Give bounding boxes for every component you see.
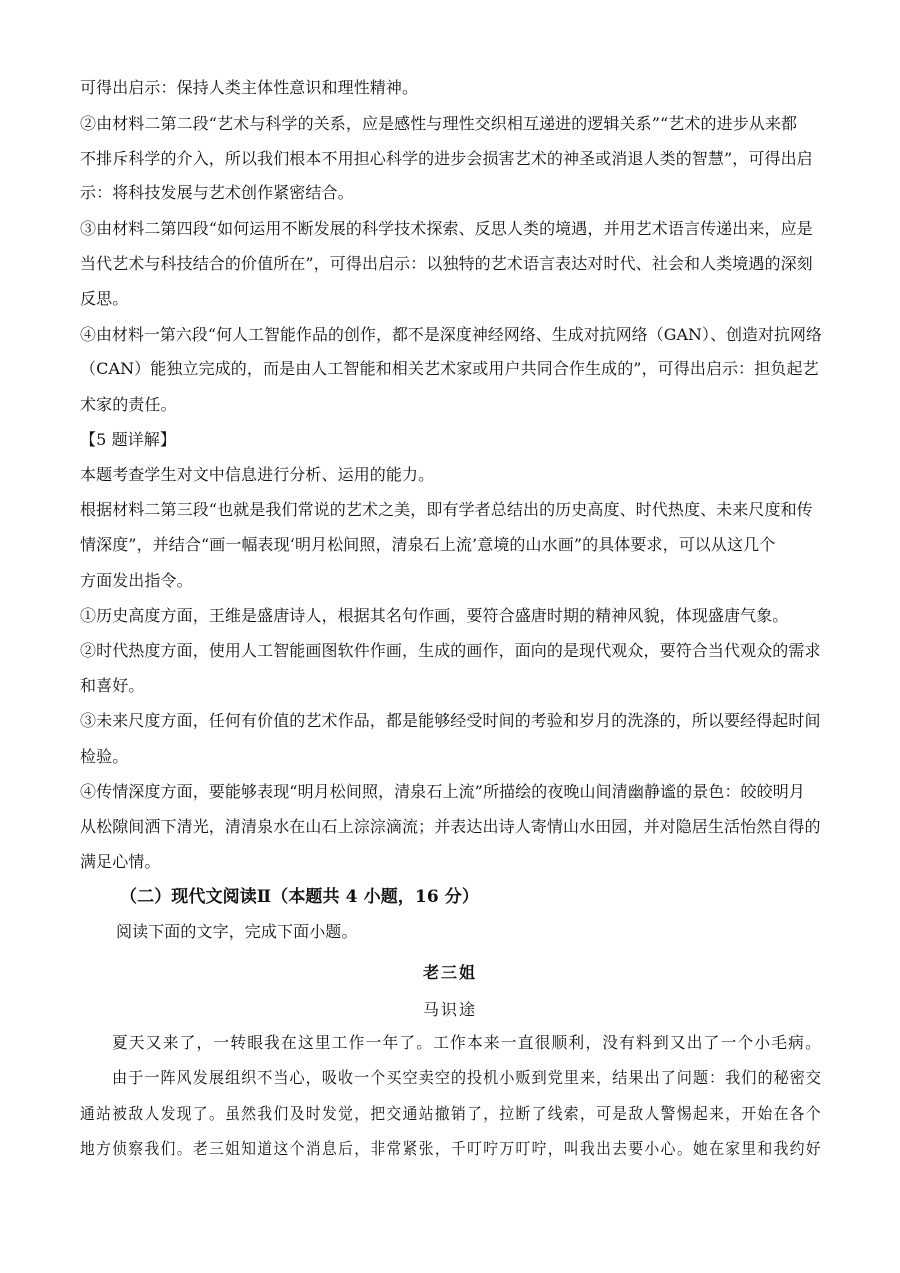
section-heading: （二）现代文阅读Ⅱ（本题共 4 小题，16 分） bbox=[120, 887, 479, 907]
analysis-line: 情深度”，并结合“画一幅表现‘明月松间照，清泉石上流’意境的山水画”的具体要求，可以从这几个 bbox=[80, 535, 776, 554]
analysis-line: 不排斥科学的介入，所以我们根本不用担心科学的进步会损害艺术的神圣或消退人类的智慧”，可得出启 bbox=[80, 149, 813, 168]
analysis-line: ③由材料二第四段“如何运用不断发展的科学技术探索、反思人类的境遇，并用艺术语言传递出来，应是 bbox=[80, 219, 813, 238]
analysis-line: 术家的责任。 bbox=[80, 395, 177, 414]
analysis-line: 和喜好。 bbox=[80, 676, 145, 695]
analysis-line: 方面发出指令。 bbox=[80, 571, 193, 590]
analysis-line: 可得出启示：保持人类主体性意识和理性精神。 bbox=[80, 78, 419, 97]
story-paragraph-line: 夏天又来了，一转眼我在这里工作一年了。工作本来一直很顺利，没有料到又出了一个小毛病。 bbox=[112, 1033, 822, 1052]
instruction-text: 阅读下面的文字，完成下面小题。 bbox=[116, 922, 358, 941]
analysis-line: ①历史高度方面，王维是盛唐诗人，根据其名句作画，要符合盛唐时期的精神风貌，体现盛唐气象。 bbox=[80, 606, 789, 625]
story-author: 马识途 bbox=[422, 1000, 477, 1019]
story-title: 老三姐 bbox=[422, 963, 477, 982]
analysis-line: ④由材料一第六段“何人工智能作品的创作，都不是深度神经网络、生成对抗网络（GAN）、创造对抗网络 bbox=[80, 325, 822, 344]
analysis-line: ④传情深度方面，要能够表现“明月松间照，清泉石上流”所描绘的夜晚山间清幽静谧的景色：皎皎明月 bbox=[80, 782, 805, 801]
analysis-line: 示：将科技发展与艺术创作紧密结合。 bbox=[80, 183, 354, 202]
analysis-line: 当代艺术与科技结合的价值所在”，可得出启示：以独特的艺术语言表达对时代、社会和人类境遇的深刻 bbox=[80, 254, 813, 273]
story-paragraph-line: 地方侦察我们。老三姐知道这个消息后，非常紧张，千叮咛万叮咛，叫我出去要小心。她在家里和我约好 bbox=[80, 1139, 822, 1158]
analysis-line: （CAN）能独立完成的，而是由人工智能和相关艺术家或用户共同合作生成的”，可得出启示：担负起艺 bbox=[80, 359, 819, 378]
analysis-line: 检验。 bbox=[80, 747, 129, 766]
analysis-line: ②时代热度方面，使用人工智能画图软件作画，生成的画作，面向的是现代观众，要符合当代观众的需求 bbox=[80, 641, 821, 660]
story-paragraph-line: 通站被敌人发现了。虽然我们及时发觉，把交通站撤销了，拉断了线索，可是敌人警惕起来，开始在各个 bbox=[80, 1104, 822, 1123]
subsection-heading: 【5 题详解】 bbox=[80, 430, 176, 449]
analysis-line: 反思。 bbox=[80, 289, 129, 308]
analysis-line: 根据材料二第三段“也就是我们常说的艺术之美，即有学者总结出的历史高度、时代热度、未来尺度和传 bbox=[80, 500, 813, 519]
analysis-line: 满足心情。 bbox=[80, 852, 161, 871]
analysis-line: 本题考查学生对文中信息进行分析、运用的能力。 bbox=[80, 465, 435, 484]
story-paragraph-line: 由于一阵风发展组织不当心，吸收一个买空卖空的投机小贩到党里来，结果出了问题：我们的秘密交 bbox=[112, 1068, 822, 1087]
analysis-line: ③未来尺度方面，任何有价值的艺术作品，都是能够经受时间的考验和岁月的洗涤的，所以要经得起时间 bbox=[80, 711, 821, 730]
analysis-line: ②由材料二第二段“艺术与科学的关系，应是感性与理性交织相互递进的逻辑关系”“艺术的进步从来都 bbox=[80, 114, 798, 133]
analysis-line: 从松隙间洒下清光，清清泉水在山石上淙淙滴流；并表达出诗人寄情山水田园，并对隐居生活怡然自得的 bbox=[80, 817, 821, 836]
